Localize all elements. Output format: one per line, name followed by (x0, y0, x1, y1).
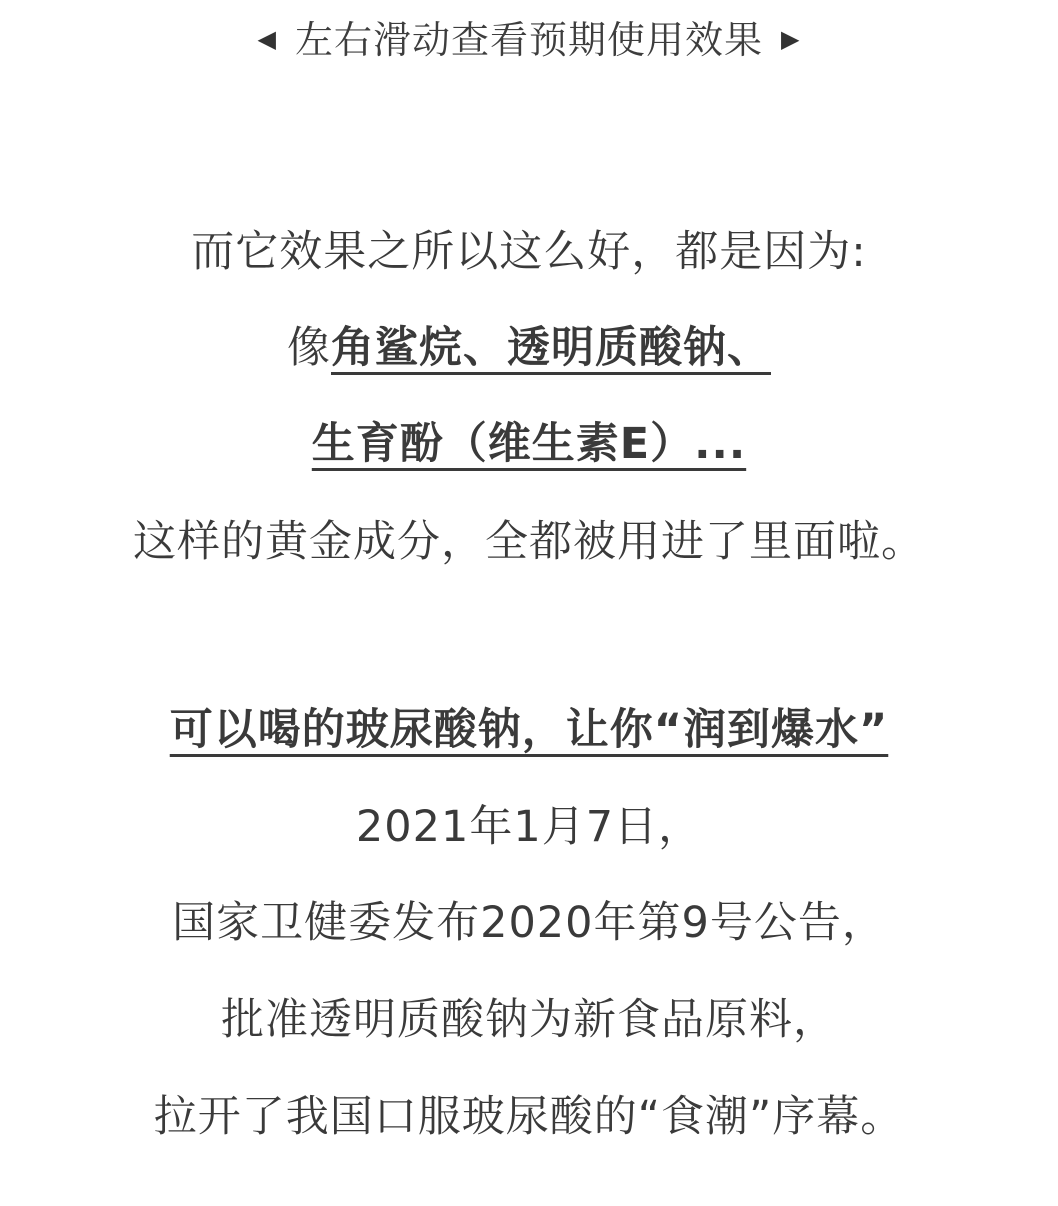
paragraph-line: 这样的黄金成分，全都被用进了里面啦。 (133, 517, 925, 567)
paragraph-line: 而它效果之所以这么好，都是因为: (191, 227, 867, 277)
triangle-left-icon[interactable]: ◀ (257, 24, 277, 53)
ingredient-emphasis: 生育酚（维生素E）... (311, 419, 747, 469)
ingredient-emphasis: 角鲨烷、透明质酸钠、 (331, 323, 771, 373)
paragraph-line (0, 318, 1058, 378)
section-heading-text: 可以喝的玻尿酸钠，让你“润到爆水” (169, 705, 889, 755)
line-prefix: 像 (287, 323, 331, 373)
paragraph-line: 批准透明质酸钠为新食品原料， (221, 995, 837, 1045)
section-heading (0, 700, 1058, 760)
paragraph-line: 2021年1月7日， (355, 802, 703, 852)
swipe-hint-text: 左右滑动查看预期使用效果 (294, 18, 763, 62)
paragraph-line (0, 414, 1058, 474)
triangle-right-icon[interactable]: ▶ (781, 24, 801, 53)
swipe-hint[interactable] (0, 10, 1058, 73)
paragraph-line: 拉开了我国口服玻尿酸的“食潮”序幕。 (153, 1092, 905, 1142)
paragraph-line: 国家卫健委发布2020年第9号公告， (172, 898, 886, 948)
